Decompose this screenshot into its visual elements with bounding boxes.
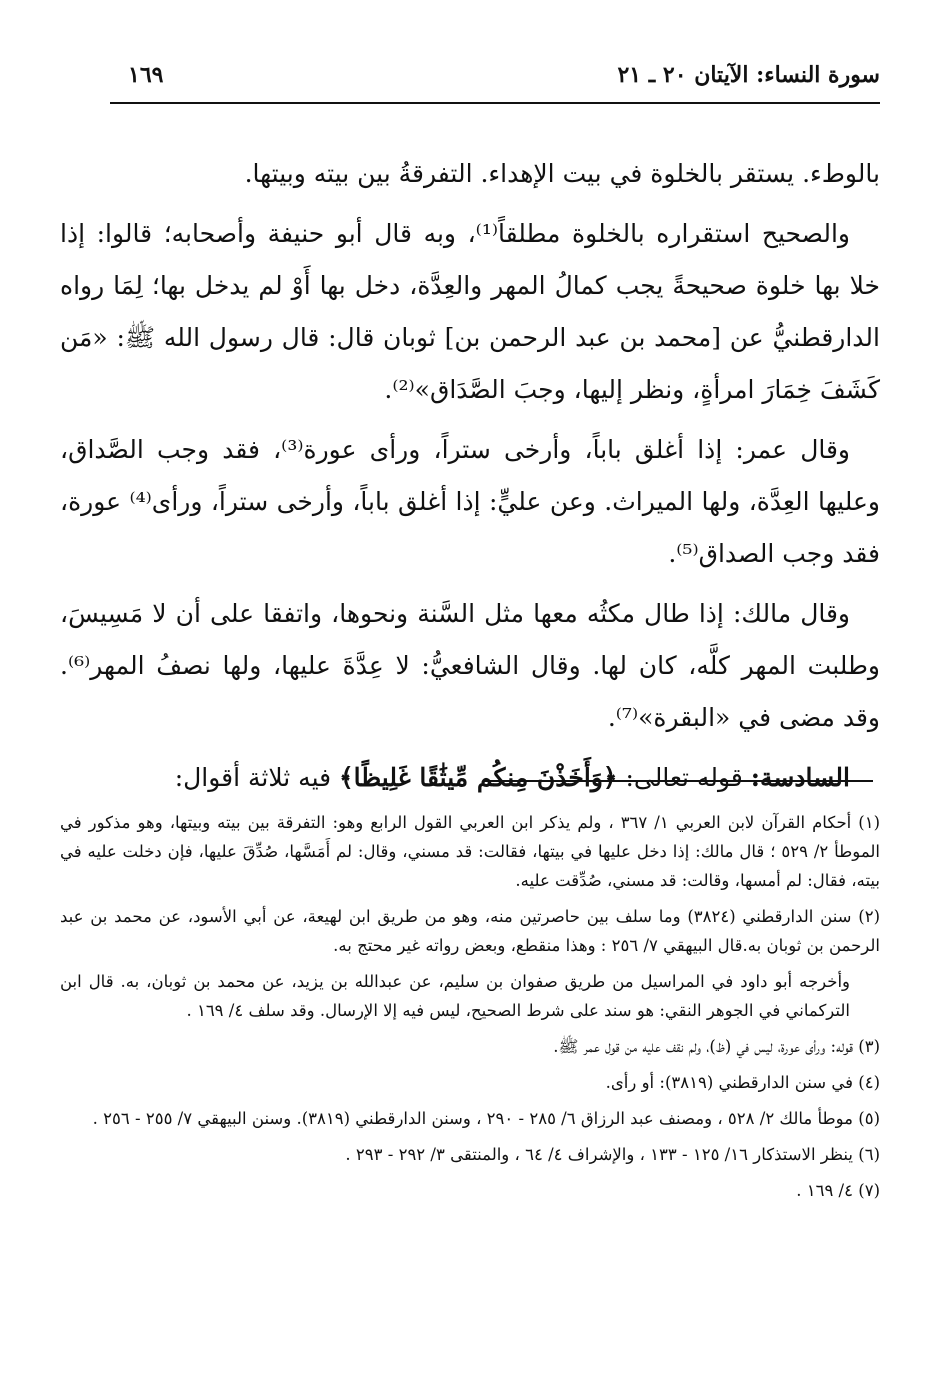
footnote-6: (٦) ينظر الاستذكار ١٦/ ١٢٥ - ١٣٣ ، والإشراف ٤/ ٦٤ ، والمنتقى ٣/ ٢٩٢ - ٢٩٣ . — [345, 1145, 880, 1164]
header-title: سورة النساء: الآيتان ٢٠ ـ ٢١ — [617, 62, 880, 88]
footnote-5: (٥) موطأ مالك ٢/ ٥٢٨ ، ومصنف عبد الرزاق ٦/ ٢٨٥ - ٢٩٠ ، وسنن الدارقطني (٣٨١٩). وسنن البيهقي ٧/ ٢٥٥ - ٢٥٦ . — [92, 1109, 880, 1128]
paragraph-1: بالوطء. يستقر بالخلوة في بيت الإهداء. التفرقةُ بين بيته وبيتها. — [244, 159, 880, 188]
footnote-7: (٧) ٤/ ١٦٩ . — [796, 1181, 880, 1200]
footnote-4: (٤) في سنن الدارقطني (٣٨١٩): أو رأى. — [605, 1073, 880, 1092]
header-rule — [110, 102, 880, 104]
paragraph-3: وقال عمر: إذا أغلق باباً، وأرخى ستراً، ورأى عورة⁽³⁾، فقد وجب الصَّداق، وعليها العِدَّة، ولها الميراث. وعن عليٍّ: إذا أغلق باباً، وأرخى ستراً، ورأى⁽⁴⁾ عورة، فقد وجب الصداق⁽⁵⁾. — [60, 435, 880, 568]
footnote-3: (٣) قوله: ورأى عورة، ليس في (ظ)، ولم نقف عليه من قول عمر ﷺ. — [553, 1037, 880, 1056]
footnote-1: (١) أحكام القرآن لابن العربي ١/ ٣٦٧ ، ولم يذكر ابن العربي القول الرابع وهو: التفرقة بين بيته وبيتها، وهو مذكور في الموطأ ٢/ ٥٢٩ ؛ قال مالك: إذا دخل عليها في بيتها، فقالت: قد مسني، وقال: لم أَمَسَّها، صُدِّقَ عليها، فإن دخلت عليه في بيته، فقال: لم أمسها، وقالت: قد مسني، صُدِّقت عليه. — [60, 813, 880, 890]
paragraph-5-post: فيه ثلاثة أقوال: — [174, 763, 340, 792]
paragraph-5-pre: قوله تعالى: — [617, 763, 751, 792]
footnotes — [60, 808, 880, 1212]
paragraph-5 — [60, 752, 880, 804]
footnote-2-continued: وأخرجه أبو داود في المراسيل من طريق صفوان بن سليم، عن عبدالله بن يزيد، عن محمد بن ثوبان، به. قال ابن التركماني في الجوهر النقي: هو سند على شرط الصحيح، ليس فيه إلا الإرسال. وقد سلف ٤/ ١٦٩ . — [60, 972, 850, 1020]
footnote-2: (٢) سنن الدارقطني (٣٨٢٤) وما سلف بين حاصرتين منه، وهو من طريق ابن لهيعة، عن أبي الأسود، عن محمد بن عبد الرحمن بن ثوبان به.قال البيهقي ٧/ ٢٥٦ : وهذا منقطع، وبعض رواته غير محتج به. — [60, 907, 881, 955]
running-header — [110, 62, 880, 102]
paragraph-2: والصحيح استقراره بالخلوة مطلقاً⁽¹⁾، وبه قال أبو حنيفة وأصحابه؛ قالوا: إذا خلا بها خلوة صحيحةً يجب كمالُ المهر والعِدَّة، دخل بها أَوْ لم يدخل بها؛ لِمَا رواه الدارقطنيُّ عن [محمد بن عبد الرحمن بن] ثوبان قال: قال رسول الله ﷺ: «مَن كَشَفَ خِمَارَ امرأةٍ، ونظر إليها، وجبَ الصَّدَاق»⁽²⁾. — [60, 219, 880, 404]
main-text — [60, 148, 880, 804]
quran-verse: ﴿وَأَخَذْنَ مِنكُم مِّيثَٰقًا غَلِيظًا﴾ — [339, 763, 618, 792]
paragraph-4: وقال مالك: إذا طال مكثُه معها مثل السَّنة ونحوها، واتفقا على أن لا مَسِيسَ، وطلبت المهر كلَّه، كان لها. وقال الشافعيُّ: لا عِدَّةَ عليها، ولها نصفُ المهر⁽⁶⁾. وقد مضى في «البقرة»⁽⁷⁾. — [60, 599, 880, 732]
section-lead: السادسة: — [750, 763, 850, 792]
page-number: ١٦٩ — [128, 62, 164, 88]
footnote-rule — [485, 780, 873, 782]
